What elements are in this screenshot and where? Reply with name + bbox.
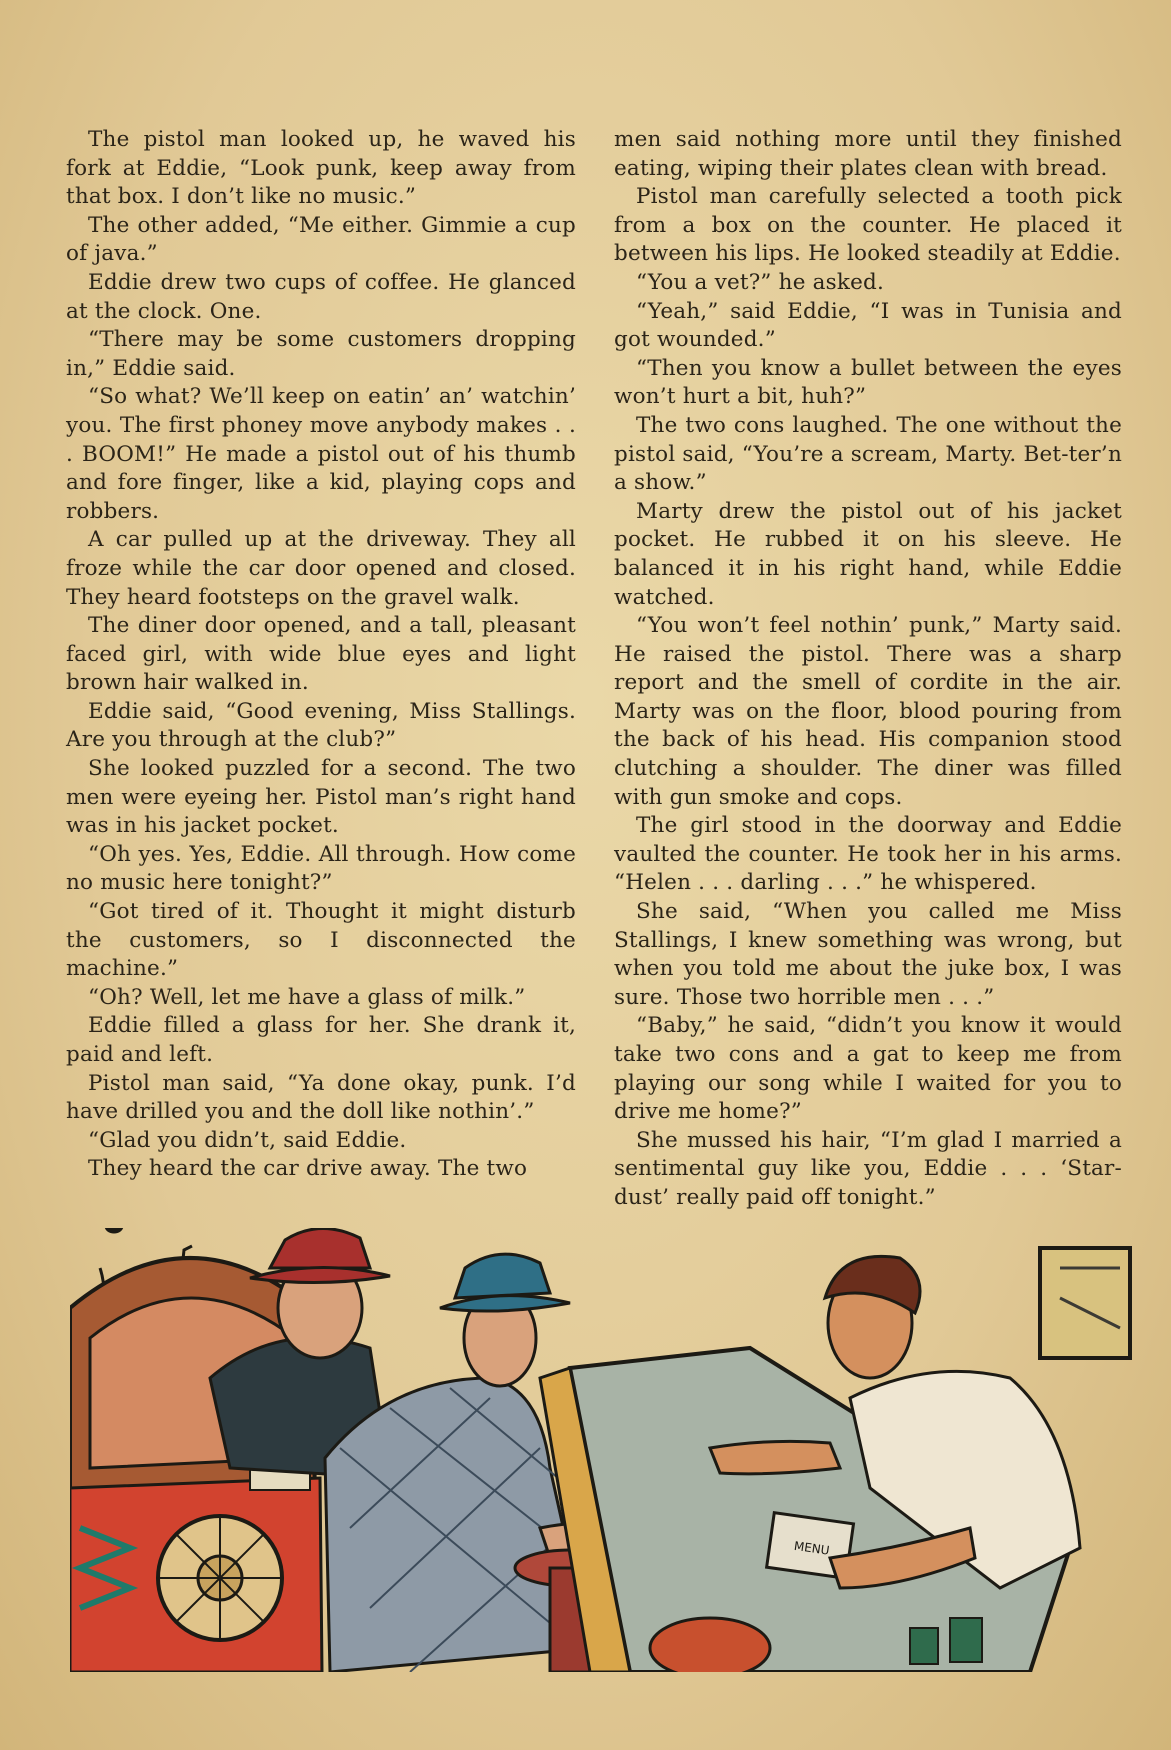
paragraph-continuation: men said nothing more until they finished eating, wiping their plates clean with bread. — [614, 127, 1122, 181]
window — [1040, 1248, 1130, 1358]
paragraph: She said, “When you called me Miss Stallings, I knew something was wrong, but when you told me about the juke box, I was sure. Those two horrible men . . .” — [614, 899, 1122, 1010]
paragraph: Eddie filled a glass for her. She drank it, paid and left. — [66, 1013, 576, 1067]
menu-card-text: MENU — [793, 1538, 831, 1558]
paragraph: Eddie drew two cups of coffee. He glanced at the clock. One. — [66, 269, 576, 324]
paragraph: “Baby,” he said, “didn’t you know it would take two cons and a gat to keep me from playing our song while I waited for you to drive me home?” — [614, 1013, 1122, 1125]
shaker-icon — [910, 1628, 938, 1664]
paragraph: They heard the car drive away. The two — [88, 1156, 528, 1182]
paragraph: Marty drew the pistol out of his jacket pocket. He rubbed it on his sleeve. He balanced it in his right hand, while Eddie watched. — [614, 498, 1122, 610]
paragraph: The girl stood in the doorway and Eddie vaulted the counter. He took her in his arms. “Helen . . . darling . . .” he whispered. — [614, 813, 1122, 896]
diner-illustration — [70, 1228, 1132, 1672]
paragraph: The other added, “Me either. Gimmie a cup of java.” — [66, 212, 576, 267]
paragraph: The diner door opened, and a tall, pleasant faced girl, with wide blue eyes and light brown hair walked in. — [66, 613, 576, 696]
paragraph: “You a vet?” he asked. — [636, 269, 885, 295]
paragraph: The two cons laughed. The one without the pistol said, “You’re a scream, Marty. Bet-ter’n a show.” — [614, 412, 1122, 496]
paragraph: Pistol man carefully selected a tooth pick from a box on the counter. He placed it between his lips. He looked steadily at Eddie. — [614, 184, 1122, 267]
paragraph: Pistol man said, “Ya done okay, punk. I’d have drilled you and the doll like nothin’.” — [66, 1070, 576, 1125]
paragraph: “Then you know a bullet between the eyes won’t hurt a bit, huh?” — [614, 355, 1122, 410]
shaker-icon — [950, 1618, 982, 1662]
left-text-column — [66, 126, 576, 1184]
paragraph: A car pulled up at the driveway. They all froze while the car door opened and closed. They heard footsteps on the gravel walk. — [66, 527, 576, 610]
paragraph: “Glad you didn’t, said Eddie. — [88, 1127, 407, 1153]
paragraph: “Oh? Well, let me have a glass of milk.” — [88, 984, 526, 1010]
paragraph: “So what? We’ll keep on eatin’ an’ watchin’ you. The first phoney move anybody makes . . . BOOM!” He made a pistol out of his thumb and fore finger, like a kid, playing cops and robbers. — [66, 384, 576, 524]
paragraph: “Oh yes. Yes, Eddie. All through. How come no music here tonight?” — [66, 841, 576, 896]
paragraph: “There may be some customers dropping in,” Eddie said. — [66, 327, 576, 381]
paragraph: “You won’t feel nothin’ punk,” Marty said. He raised the pistol. There was a sharp report and the smell of cordite in the air. Marty was on the floor, blood pouring from the back of his head. His companion stood clutching a shoulder. The diner was filled with gun smoke and cops. — [614, 613, 1122, 810]
right-text-column — [614, 126, 1122, 1213]
paragraph: The pistol man looked up, he waved his fork at Eddie, “Look punk, keep away from that box. I don’t like no music.” — [66, 127, 576, 210]
paragraph: She mussed his hair, “I’m glad I married a sentimental guy like you, Eddie . . . ‘Star-dust’ really paid off tonight.” — [614, 1127, 1122, 1210]
paragraph: Eddie said, “Good evening, Miss Stallings. Are you through at the club?” — [66, 698, 576, 753]
paragraph: “Yeah,” said Eddie, “I was in Tunisia and got wounded.” — [614, 298, 1122, 353]
paragraph: “Got tired of it. Thought it might disturb the customers, so I disconnected the machine.” — [66, 899, 576, 982]
paragraph: She looked puzzled for a second. The two men were eyeing her. Pistol man’s right hand was in his jacket pocket. — [66, 756, 576, 839]
